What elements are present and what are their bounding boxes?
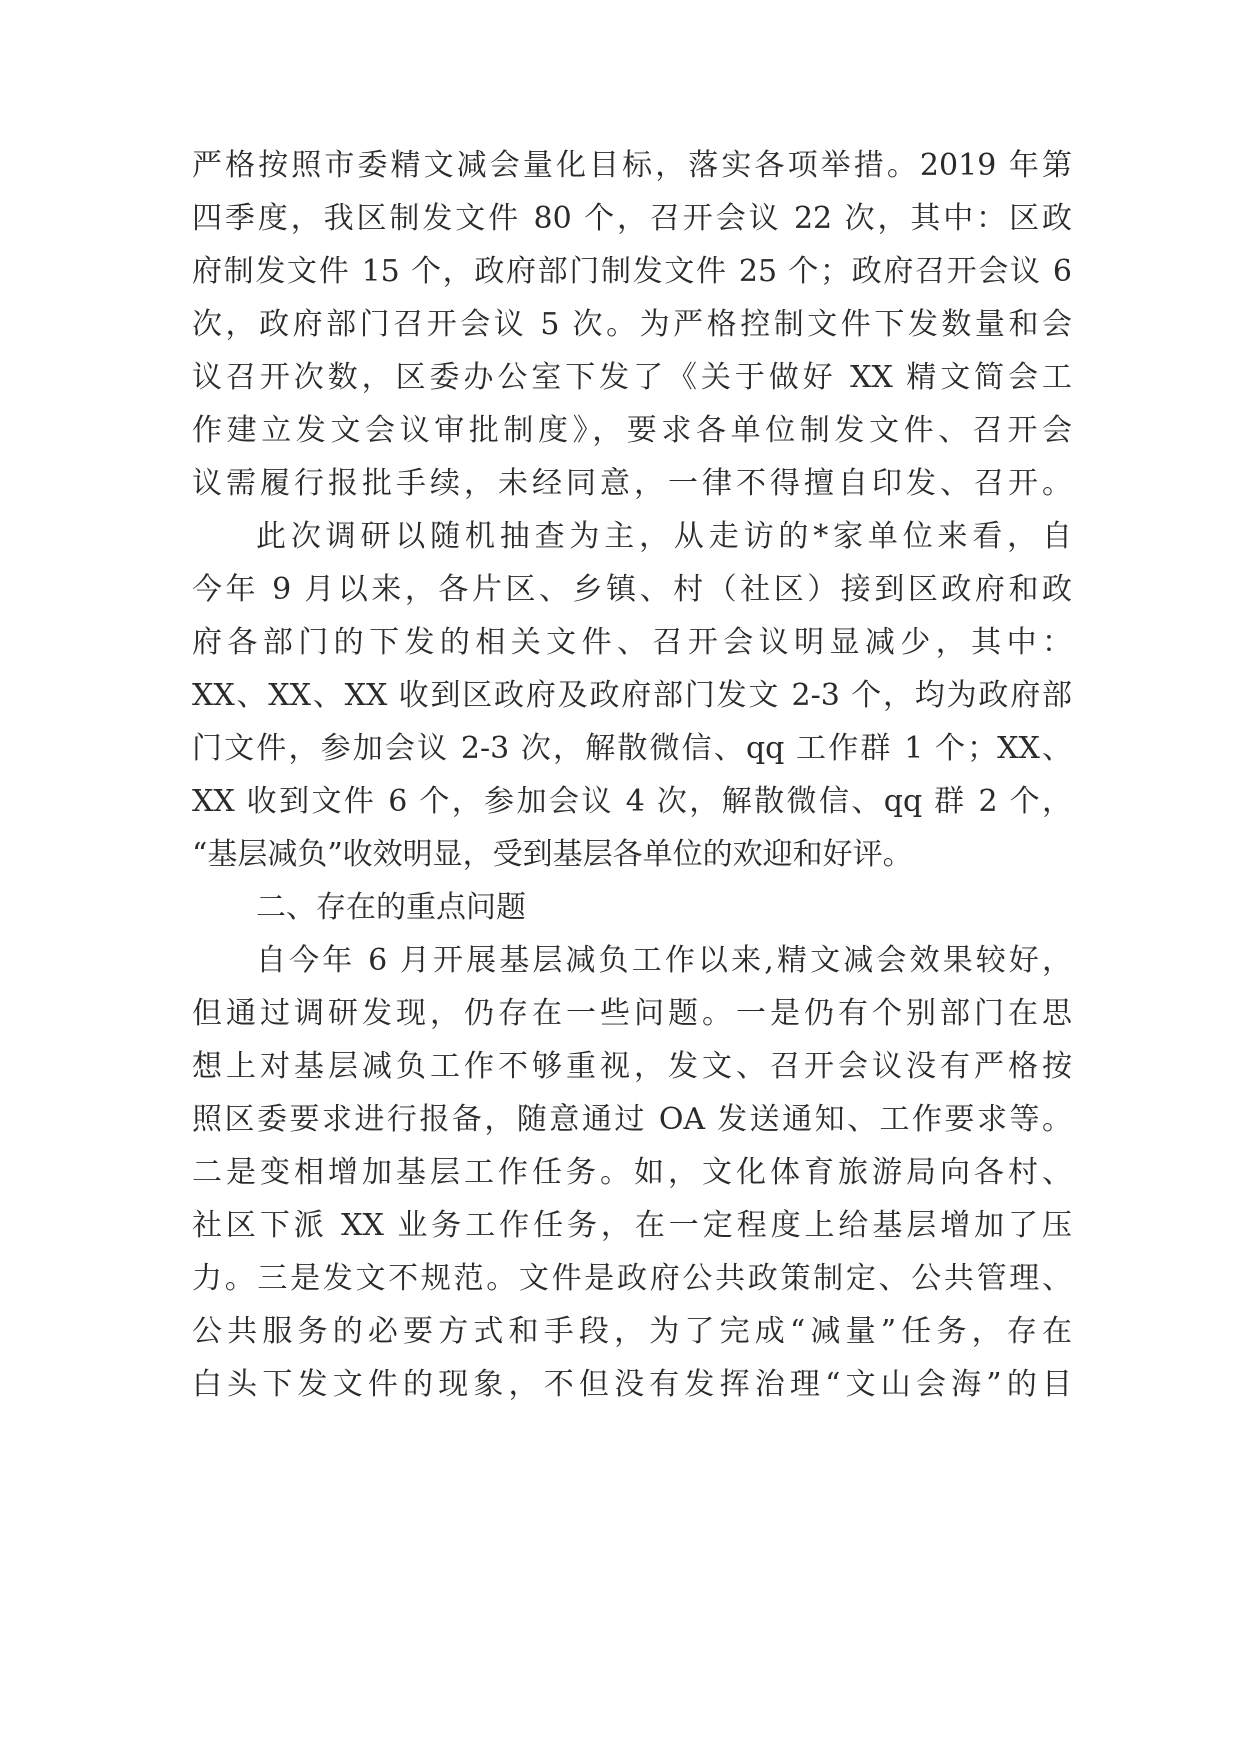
text-line: 次，政府部门召开会议 5 次。为严格控制文件下发数量和会 [192,307,1072,342]
text-line: 二是变相增加基层工作任务。如，文化体育旅游局向各村、 [192,1155,1072,1190]
paragraph-first-line: 自今年 6 月开展基层减负工作以来,精文减会效果较好， [256,943,1072,978]
text-line: XX 收到文件 6 个，参加会议 4 次，解散微信、qq 群 2 个， [192,784,1072,819]
text-line: 门文件，参加会议 2-3 次，解散微信、qq 工作群 1 个；XX、 [192,731,1072,766]
text-line: 府制发文件 15 个，政府部门制发文件 25 个；政府召开会议 6 [192,254,1072,289]
text-line: 今年 9 月以来，各片区、乡镇、村（社区）接到区政府和政 [192,572,1072,607]
text-line: 府各部门的下发的相关文件、召开会议明显减少，其中： [192,625,1072,660]
text-line: XX、XX、XX 收到区政府及政府部门发文 2-3 个，均为政府部 [192,678,1072,713]
text-line: 但通过调研发现，仍存在一些问题。一是仍有个别部门在思 [192,996,1072,1031]
text-line: 议召开次数，区委办公室下发了《关于做好 XX 精文简会工 [192,360,1072,395]
text-line: “基层减负”收效明显，受到基层各单位的欢迎和好评。 [192,837,913,872]
text-line: 力。三是发文不规范。文件是政府公共政策制定、公共管理、 [192,1261,1072,1296]
text-line: 公共服务的必要方式和手段，为了完成“减量”任务，存在 [192,1314,1072,1349]
text-line: 想上对基层减负工作不够重视，发文、召开会议没有严格按 [192,1049,1072,1084]
text-line: 严格按照市委精文减会量化目标，落实各项举措。2019 年第 [192,148,1072,183]
section-heading: 二、存在的重点问题 [256,890,526,925]
text-line: 作建立发文会议审批制度》，要求各单位制发文件、召开会 [192,413,1072,448]
text-line: 白头下发文件的现象，不但没有发挥治理“文山会海”的目 [192,1367,1072,1402]
text-line: 议需履行报批手续，未经同意，一律不得擅自印发、召开。 [192,466,1072,501]
text-line: 社区下派 XX 业务工作任务，在一定程度上给基层增加了压 [192,1208,1072,1243]
text-line: 照区委要求进行报备，随意通过 OA 发送通知、工作要求等。 [192,1102,1072,1137]
text-line: 四季度，我区制发文件 80 个，召开会议 22 次，其中：区政 [192,201,1072,236]
paragraph-first-line: 此次调研以随机抽查为主，从走访的*家单位来看，自 [256,519,1072,554]
